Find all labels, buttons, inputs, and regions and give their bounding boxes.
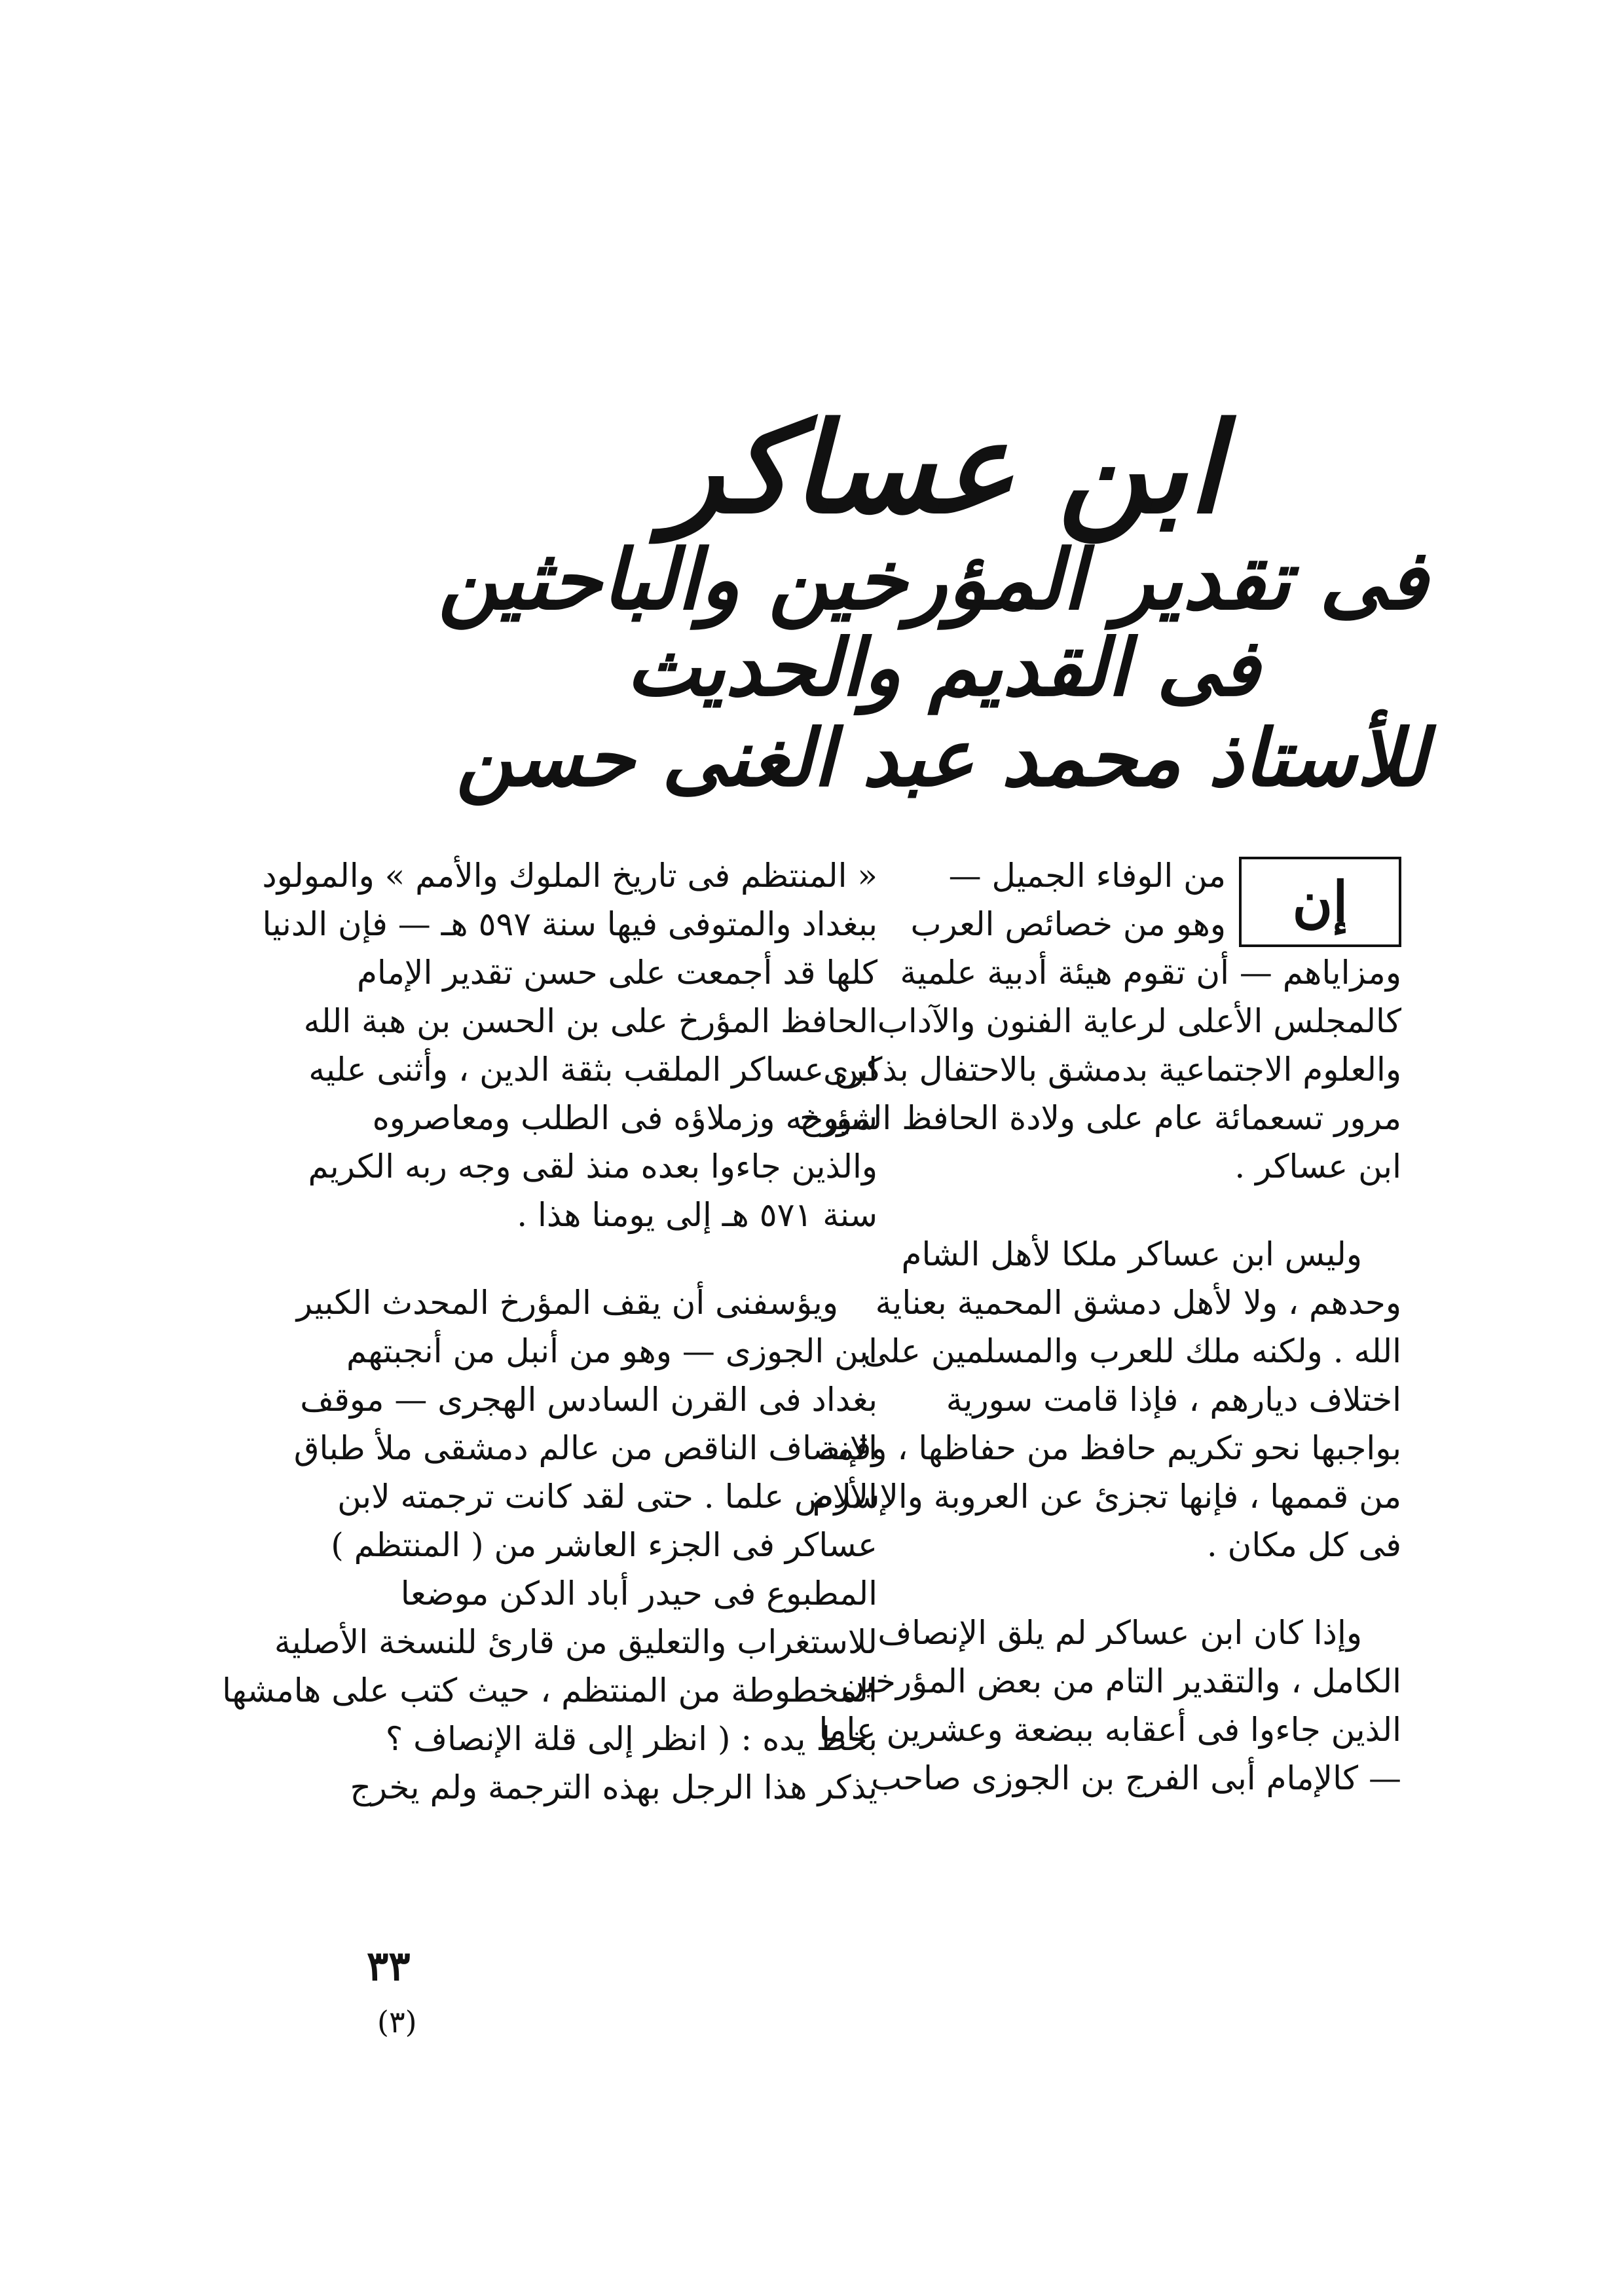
paragraph	[262, 851, 877, 1239]
intro-row	[884, 851, 1401, 948]
signature-mark: (٣)	[377, 2004, 417, 2040]
text-line: ويؤسفنى أن يقف المؤرخ المحدث الكبير	[296, 1284, 838, 1322]
text-line: وإذا كان ابن عساكر لم يلق الإنصاف	[877, 1614, 1362, 1652]
paragraph	[812, 1230, 1401, 1569]
article-title: ابن عساكر	[663, 395, 1223, 541]
text-line: والعلوم الاجتماعية بدمشق بالاحتفال بذكرى	[822, 1051, 1401, 1089]
text-line: اختلاف ديارهم ، فإذا قامت سورية	[946, 1381, 1401, 1419]
text-line: بغداد فى القرن السادس الهجرى — موقف	[300, 1381, 877, 1419]
article-subtitle-2: فى القديم والحديث	[626, 622, 1260, 714]
text-line: من قممها ، فإنها تجزئ عن العروبة والإسلام	[812, 1478, 1401, 1516]
text-line: فى كل مكان .	[1206, 1526, 1401, 1564]
paragraph	[819, 1609, 1401, 1802]
left-column	[222, 851, 877, 1851]
text-line: المطبوع فى حيدر أباد الدكن موضعا	[400, 1575, 877, 1613]
text-line: عساكر فى الجزء العاشر من ( المنتظم )	[331, 1526, 877, 1564]
text-line: مرور تسعمائة عام على ولادة الحافظ المؤرخ	[799, 1099, 1401, 1137]
text-line: المخطوطة من المنتظم ، حيث كتب على هامشها	[222, 1671, 877, 1709]
text-line: الحافظ المؤرخ على بن الحسن بن هبة الله	[303, 1002, 877, 1040]
text-line: وهو من خصائص العرب	[910, 905, 1226, 943]
text-line: كالمجلس الأعلى لرعاية الفنون والآداب	[877, 1002, 1401, 1040]
text-line: للاستغراب والتعليق من قارئ للنسخة الأصلية	[274, 1623, 877, 1661]
intro-lines	[884, 851, 1226, 948]
text-line: من الوفاء الجميل —	[948, 857, 1226, 895]
text-line: ببغداد والمتوفى فيها سنة ٥٩٧ هـ — فإن الدنيا	[262, 905, 877, 943]
text-line: والذين جاءوا بعده منذ لقى وجه ربه الكريم	[308, 1148, 877, 1185]
right-column	[799, 851, 1401, 1842]
text-line: ومزاياهم — أن تقوم هيئة أدبية علمية	[900, 954, 1401, 992]
text-line: سنة ٥٧١ هـ إلى يومنا هذا .	[517, 1196, 877, 1234]
text-line: ابن عساكر .	[1234, 1148, 1401, 1185]
paragraph	[222, 1278, 877, 1812]
text-line: — كالإمام أبى الفرج بن الجوزى صاحب	[871, 1759, 1401, 1797]
text-line: الأرض علما . حتى لقد كانت ترجمته لابن	[337, 1478, 877, 1516]
text-line: الكامل ، والتقدير التام من بعض المؤرخين	[840, 1662, 1401, 1700]
initial-word-box: إن	[1239, 857, 1401, 947]
text-line: وليس ابن عساكر ملكا لأهل الشام	[901, 1235, 1362, 1273]
text-line: ابن عساكر الملقب بثقة الدين ، وأثنى عليه	[308, 1051, 877, 1089]
page-number: ٣٣	[367, 1942, 411, 1990]
text-line: شيوخه وزملاؤه فى الطلب ومعاصروه	[372, 1099, 877, 1137]
article-subtitle: فى تقدير المؤرخين والباحثين	[438, 531, 1428, 628]
text-line: كلها قد أجمعت على حسن تقدير الإمام	[356, 954, 877, 992]
article-author: للأستاذ محمد عبد الغنى حسن	[456, 712, 1428, 804]
text-line: وحدهم ، ولا لأهل دمشق المحمية بعناية	[875, 1284, 1401, 1322]
text-line: بخط يده : ( انظر إلى قلة الإنصاف ؟	[385, 1720, 877, 1758]
text-line: الله . ولكنه ملك للعرب والمسلمين على	[862, 1332, 1401, 1370]
text-line: الذين جاءوا فى أعقابه ببضعة وعشرين عاما	[819, 1711, 1401, 1749]
article-title-block	[438, 395, 1428, 804]
text-line: بواجبها نحو تكريم حافظ من حفاظها ، وقمة	[819, 1429, 1401, 1467]
paragraph	[799, 948, 1401, 1191]
text-line: يذكر هذا الرجل بهذه الترجمة ولم يخرج	[350, 1768, 877, 1806]
text-line: الإنصاف الناقص من عالم دمشقى ملأ طباق	[293, 1429, 877, 1467]
text-line: « المنتظم فى تاريخ الملوك والأمم » والمولود	[262, 857, 877, 895]
text-line: ابن الجوزى — وهو من أنبل من أنجبتهم	[346, 1332, 877, 1370]
